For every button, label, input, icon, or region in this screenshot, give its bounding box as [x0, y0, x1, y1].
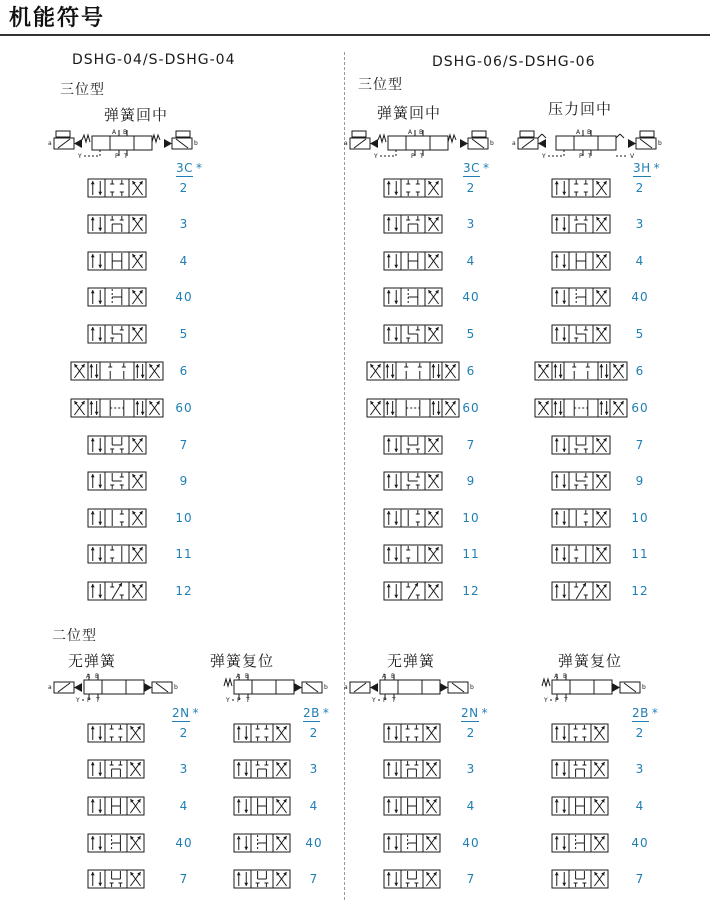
spring-right-icon — [152, 135, 160, 142]
right-3c-symbol-4 — [384, 252, 442, 270]
right-2n-header-code — [461, 706, 488, 720]
right-three-position-label: 三位型 — [358, 77, 403, 93]
right-2n-header-code-value: 2N — [461, 706, 479, 720]
left-2b-header-code-value: 2B — [303, 706, 320, 720]
left-2n-header-code-value: 2N — [172, 706, 190, 720]
left-3c-symbol-10 — [88, 509, 146, 527]
port-label-T: T — [392, 697, 396, 704]
port-label-Y: Y — [542, 153, 546, 160]
right-3h-code-label: 5 — [635, 327, 645, 341]
left-3c-code-label: 40 — [175, 290, 193, 304]
port-label-A: A — [112, 129, 117, 136]
right-3h-symbol-7 — [552, 436, 610, 454]
left-2n-header-code — [172, 706, 199, 720]
left-2n-symbol-7 — [88, 870, 144, 888]
left-2b-symbol-4 — [234, 797, 290, 815]
right-3h-code-label: 3 — [635, 217, 645, 231]
right-spring-return-heading: 弹簧复位 — [558, 652, 623, 670]
right-no-spring-heading: 无弹簧 — [387, 652, 436, 670]
port-label-B: B — [245, 673, 250, 680]
left-3c-code-label: 3 — [179, 217, 189, 231]
port-label-P: P — [87, 697, 91, 704]
right-spring-center-heading: 弹簧回中 — [377, 104, 442, 122]
right-3c-code-label: 3 — [466, 217, 476, 231]
port-label-B: B — [123, 129, 128, 136]
right-3h-code-label: 9 — [635, 474, 645, 488]
spring-return-icon — [224, 679, 232, 686]
right-3c-code-label: 12 — [462, 584, 480, 598]
left-2n-symbol-2 — [88, 724, 144, 742]
right-3h-code-label: 10 — [631, 511, 649, 525]
port-label-A: A — [408, 129, 413, 136]
right-3h-symbol-5 — [552, 325, 610, 343]
port-label-B: B — [419, 129, 424, 136]
port-label-a: a — [512, 140, 516, 147]
right-2b-symbol-7 — [552, 870, 608, 888]
right-3c-code-label: 4 — [466, 254, 476, 268]
left-3c-symbol-7 — [88, 436, 146, 454]
port-label-Y: Y — [544, 697, 548, 704]
port-label-A: A — [236, 673, 241, 680]
asterisk: * — [653, 161, 661, 175]
port-label-T: T — [564, 697, 568, 704]
port-label-T: T — [588, 153, 592, 160]
left-3c-code-label: 10 — [175, 511, 193, 525]
right-3c-symbol-6 — [367, 362, 459, 380]
left-three-position-label: 三位型 — [60, 82, 105, 98]
port-label-B: B — [391, 673, 396, 680]
right-2n-symbol-4 — [384, 797, 440, 815]
right-pressure-center-heading: 压力回中 — [548, 100, 613, 118]
right-3c-symbol-60 — [367, 399, 459, 417]
left-2b-code-label: 7 — [309, 872, 319, 886]
left-3c-code-label: 4 — [179, 254, 189, 268]
title-underline — [0, 34, 710, 36]
left-3c-symbol-4 — [88, 252, 146, 270]
right-2b-symbol-4 — [552, 797, 608, 815]
port-label-a: a — [48, 140, 52, 147]
right-3c-symbol-5 — [384, 325, 442, 343]
right-2n-code-label: 40 — [462, 836, 480, 850]
left-spring-return-heading: 弹簧复位 — [210, 652, 275, 670]
left-3c-code-label: 5 — [179, 327, 189, 341]
right-2n-code-label: 3 — [466, 762, 476, 776]
left-2b-header-code — [303, 706, 329, 720]
port-label-b: b — [490, 140, 494, 147]
right-2b-symbol-40 — [552, 834, 608, 852]
port-label-T: T — [420, 153, 424, 160]
right-3h-code-label: 6 — [635, 364, 645, 378]
left-2n-symbol-40 — [88, 834, 144, 852]
port-label-P: P — [555, 697, 559, 704]
asterisk: * — [481, 706, 489, 720]
left-2n-code-label: 7 — [179, 872, 189, 886]
port-label-A: A — [86, 673, 91, 680]
right-3h-symbol-3 — [552, 215, 610, 233]
left-2b-code-label: 3 — [309, 762, 319, 776]
right-2n-symbol-7 — [384, 870, 440, 888]
left-2n-code-label: 4 — [179, 799, 189, 813]
right-3h-header-code — [633, 161, 660, 175]
port-label-B: B — [563, 673, 568, 680]
port-label-B: B — [95, 673, 100, 680]
right-3h-code-label: 60 — [631, 401, 649, 415]
right-3c-symbol-40 — [384, 288, 442, 306]
page-title: 机能符号 — [9, 6, 106, 31]
right-3h-header-schematic — [512, 128, 662, 162]
right-3c-code-label: 60 — [462, 401, 480, 415]
port-label-b: b — [658, 140, 662, 147]
left-3c-header-code-value: 3C — [176, 161, 194, 175]
port-label-T: T — [246, 697, 250, 704]
right-3c-symbol-7 — [384, 436, 442, 454]
port-label-T: T — [96, 697, 100, 704]
right-3h-symbol-40 — [552, 288, 610, 306]
right-2n-symbol-40 — [384, 834, 440, 852]
port-label-Y: Y — [372, 697, 376, 704]
right-3h-symbol-60 — [535, 399, 627, 417]
right-3h-symbol-2 — [552, 179, 610, 197]
port-label-A: A — [382, 673, 387, 680]
left-2b-symbol-3 — [234, 760, 290, 778]
right-3c-header-code-value: 3C — [463, 161, 481, 175]
port-label-b: b — [642, 684, 646, 691]
right-2n-symbol-2 — [384, 724, 440, 742]
left-2n-header-schematic — [48, 672, 198, 706]
asterisk: * — [322, 706, 330, 720]
right-2b-symbol-2 — [552, 724, 608, 742]
right-3c-symbol-12 — [384, 582, 442, 600]
right-2b-header-code-value: 2B — [632, 706, 649, 720]
left-2n-code-label: 3 — [179, 762, 189, 776]
left-3c-code-label: 60 — [175, 401, 193, 415]
right-3c-symbol-10 — [384, 509, 442, 527]
spring-return-icon — [542, 679, 550, 686]
left-3c-code-label: 12 — [175, 584, 193, 598]
left-spring-center-heading: 弹簧回中 — [104, 106, 169, 124]
right-2n-symbol-3 — [384, 760, 440, 778]
left-3c-header-code — [176, 161, 203, 175]
right-3c-code-label: 9 — [466, 474, 476, 488]
left-2n-symbol-4 — [88, 797, 144, 815]
left-3c-symbol-12 — [88, 582, 146, 600]
right-2n-code-label: 4 — [466, 799, 476, 813]
left-3c-symbol-6 — [71, 362, 163, 380]
right-3c-symbol-2 — [384, 179, 442, 197]
right-2b-code-label: 2 — [635, 726, 645, 740]
right-3h-code-label: 11 — [631, 547, 649, 561]
right-3c-code-label: 2 — [466, 181, 476, 195]
left-2b-code-label: 2 — [309, 726, 319, 740]
right-3h-header-code-value: 3H — [633, 161, 651, 175]
port-label-P: P — [237, 697, 241, 704]
port-label-Y: Y — [78, 153, 82, 160]
left-3c-header-schematic — [48, 128, 198, 162]
right-3c-symbol-11 — [384, 545, 442, 563]
left-2b-code-label: 4 — [309, 799, 319, 813]
right-3h-code-label: 40 — [631, 290, 649, 304]
right-3c-code-label: 6 — [466, 364, 476, 378]
right-3c-header-schematic — [344, 128, 494, 162]
left-3c-code-label: 9 — [179, 474, 189, 488]
right-3c-code-label: 11 — [462, 547, 480, 561]
left-3c-symbol-3 — [88, 215, 146, 233]
port-label-Y: Y — [374, 153, 378, 160]
right-2b-header-schematic — [540, 672, 652, 706]
spring-left-icon — [378, 135, 386, 142]
right-3h-code-label: 7 — [635, 438, 645, 452]
column-divider — [344, 52, 345, 900]
left-3c-symbol-40 — [88, 288, 146, 306]
left-3c-symbol-9 — [88, 472, 146, 490]
left-2n-code-label: 40 — [175, 836, 193, 850]
right-3h-code-label: 12 — [631, 584, 649, 598]
right-3c-symbol-9 — [384, 472, 442, 490]
right-3c-symbol-3 — [384, 215, 442, 233]
port-label-V: V — [630, 153, 635, 160]
right-3h-symbol-6 — [535, 362, 627, 380]
right-2n-header-schematic — [344, 672, 494, 706]
port-label-A: A — [554, 673, 559, 680]
port-label-Y: Y — [226, 697, 230, 704]
right-2b-header-code — [632, 706, 658, 720]
port-label-a: a — [344, 140, 348, 147]
left-3c-symbol-60 — [71, 399, 163, 417]
left-3c-symbol-2 — [88, 179, 146, 197]
right-2b-code-label: 4 — [635, 799, 645, 813]
left-3c-code-label: 2 — [179, 181, 189, 195]
right-3h-symbol-4 — [552, 252, 610, 270]
left-no-spring-heading: 无弹簧 — [68, 652, 117, 670]
port-label-b: b — [470, 684, 474, 691]
right-3c-header-code — [463, 161, 490, 175]
left-2b-symbol-7 — [234, 870, 290, 888]
right-2b-code-label: 7 — [635, 872, 645, 886]
port-label-P: P — [383, 697, 387, 704]
right-3h-code-label: 4 — [635, 254, 645, 268]
port-label-P: P — [579, 153, 583, 160]
port-label-T: T — [124, 153, 128, 160]
asterisk: * — [651, 706, 659, 720]
right-3c-code-label: 10 — [462, 511, 480, 525]
right-3h-symbol-9 — [552, 472, 610, 490]
port-label-b: b — [174, 684, 178, 691]
left-2b-symbol-40 — [234, 834, 290, 852]
port-label-b: b — [194, 140, 198, 147]
right-3h-symbol-12 — [552, 582, 610, 600]
asterisk: * — [483, 161, 490, 175]
right-series-title: DSHG-06/S-DSHG-06 — [432, 54, 596, 70]
right-3h-code-label: 2 — [635, 181, 645, 195]
left-3c-symbol-11 — [88, 545, 146, 563]
port-label-b: b — [324, 684, 328, 691]
port-label-A: A — [576, 129, 581, 136]
port-label-P: P — [411, 153, 415, 160]
right-3h-symbol-10 — [552, 509, 610, 527]
asterisk: * — [196, 161, 203, 175]
port-label-P: P — [115, 153, 119, 160]
asterisk: * — [192, 706, 200, 720]
left-3c-code-label: 11 — [175, 547, 193, 561]
right-2n-code-label: 7 — [466, 872, 476, 886]
right-2n-code-label: 2 — [466, 726, 476, 740]
right-2b-symbol-3 — [552, 760, 608, 778]
port-label-B: B — [587, 129, 592, 136]
left-3c-symbol-5 — [88, 325, 146, 343]
left-2b-symbol-2 — [234, 724, 290, 742]
left-2b-code-label: 40 — [305, 836, 323, 850]
left-2n-code-label: 2 — [179, 726, 189, 740]
spring-left-icon — [82, 135, 90, 142]
port-label-a: a — [48, 684, 52, 691]
right-3c-code-label: 7 — [466, 438, 476, 452]
right-3c-code-label: 40 — [462, 290, 480, 304]
port-label-a: a — [344, 684, 348, 691]
spring-right-icon — [448, 135, 456, 142]
right-3h-symbol-11 — [552, 545, 610, 563]
right-3c-code-label: 5 — [466, 327, 476, 341]
right-2b-code-label: 3 — [635, 762, 645, 776]
left-2b-header-schematic — [222, 672, 334, 706]
left-2n-symbol-3 — [88, 760, 144, 778]
left-two-position-label: 二位型 — [52, 628, 97, 644]
right-2b-code-label: 40 — [631, 836, 649, 850]
left-3c-code-label: 6 — [179, 364, 189, 378]
port-label-Y: Y — [76, 697, 80, 704]
left-series-title: DSHG-04/S-DSHG-04 — [72, 52, 236, 68]
left-3c-code-label: 7 — [179, 438, 189, 452]
